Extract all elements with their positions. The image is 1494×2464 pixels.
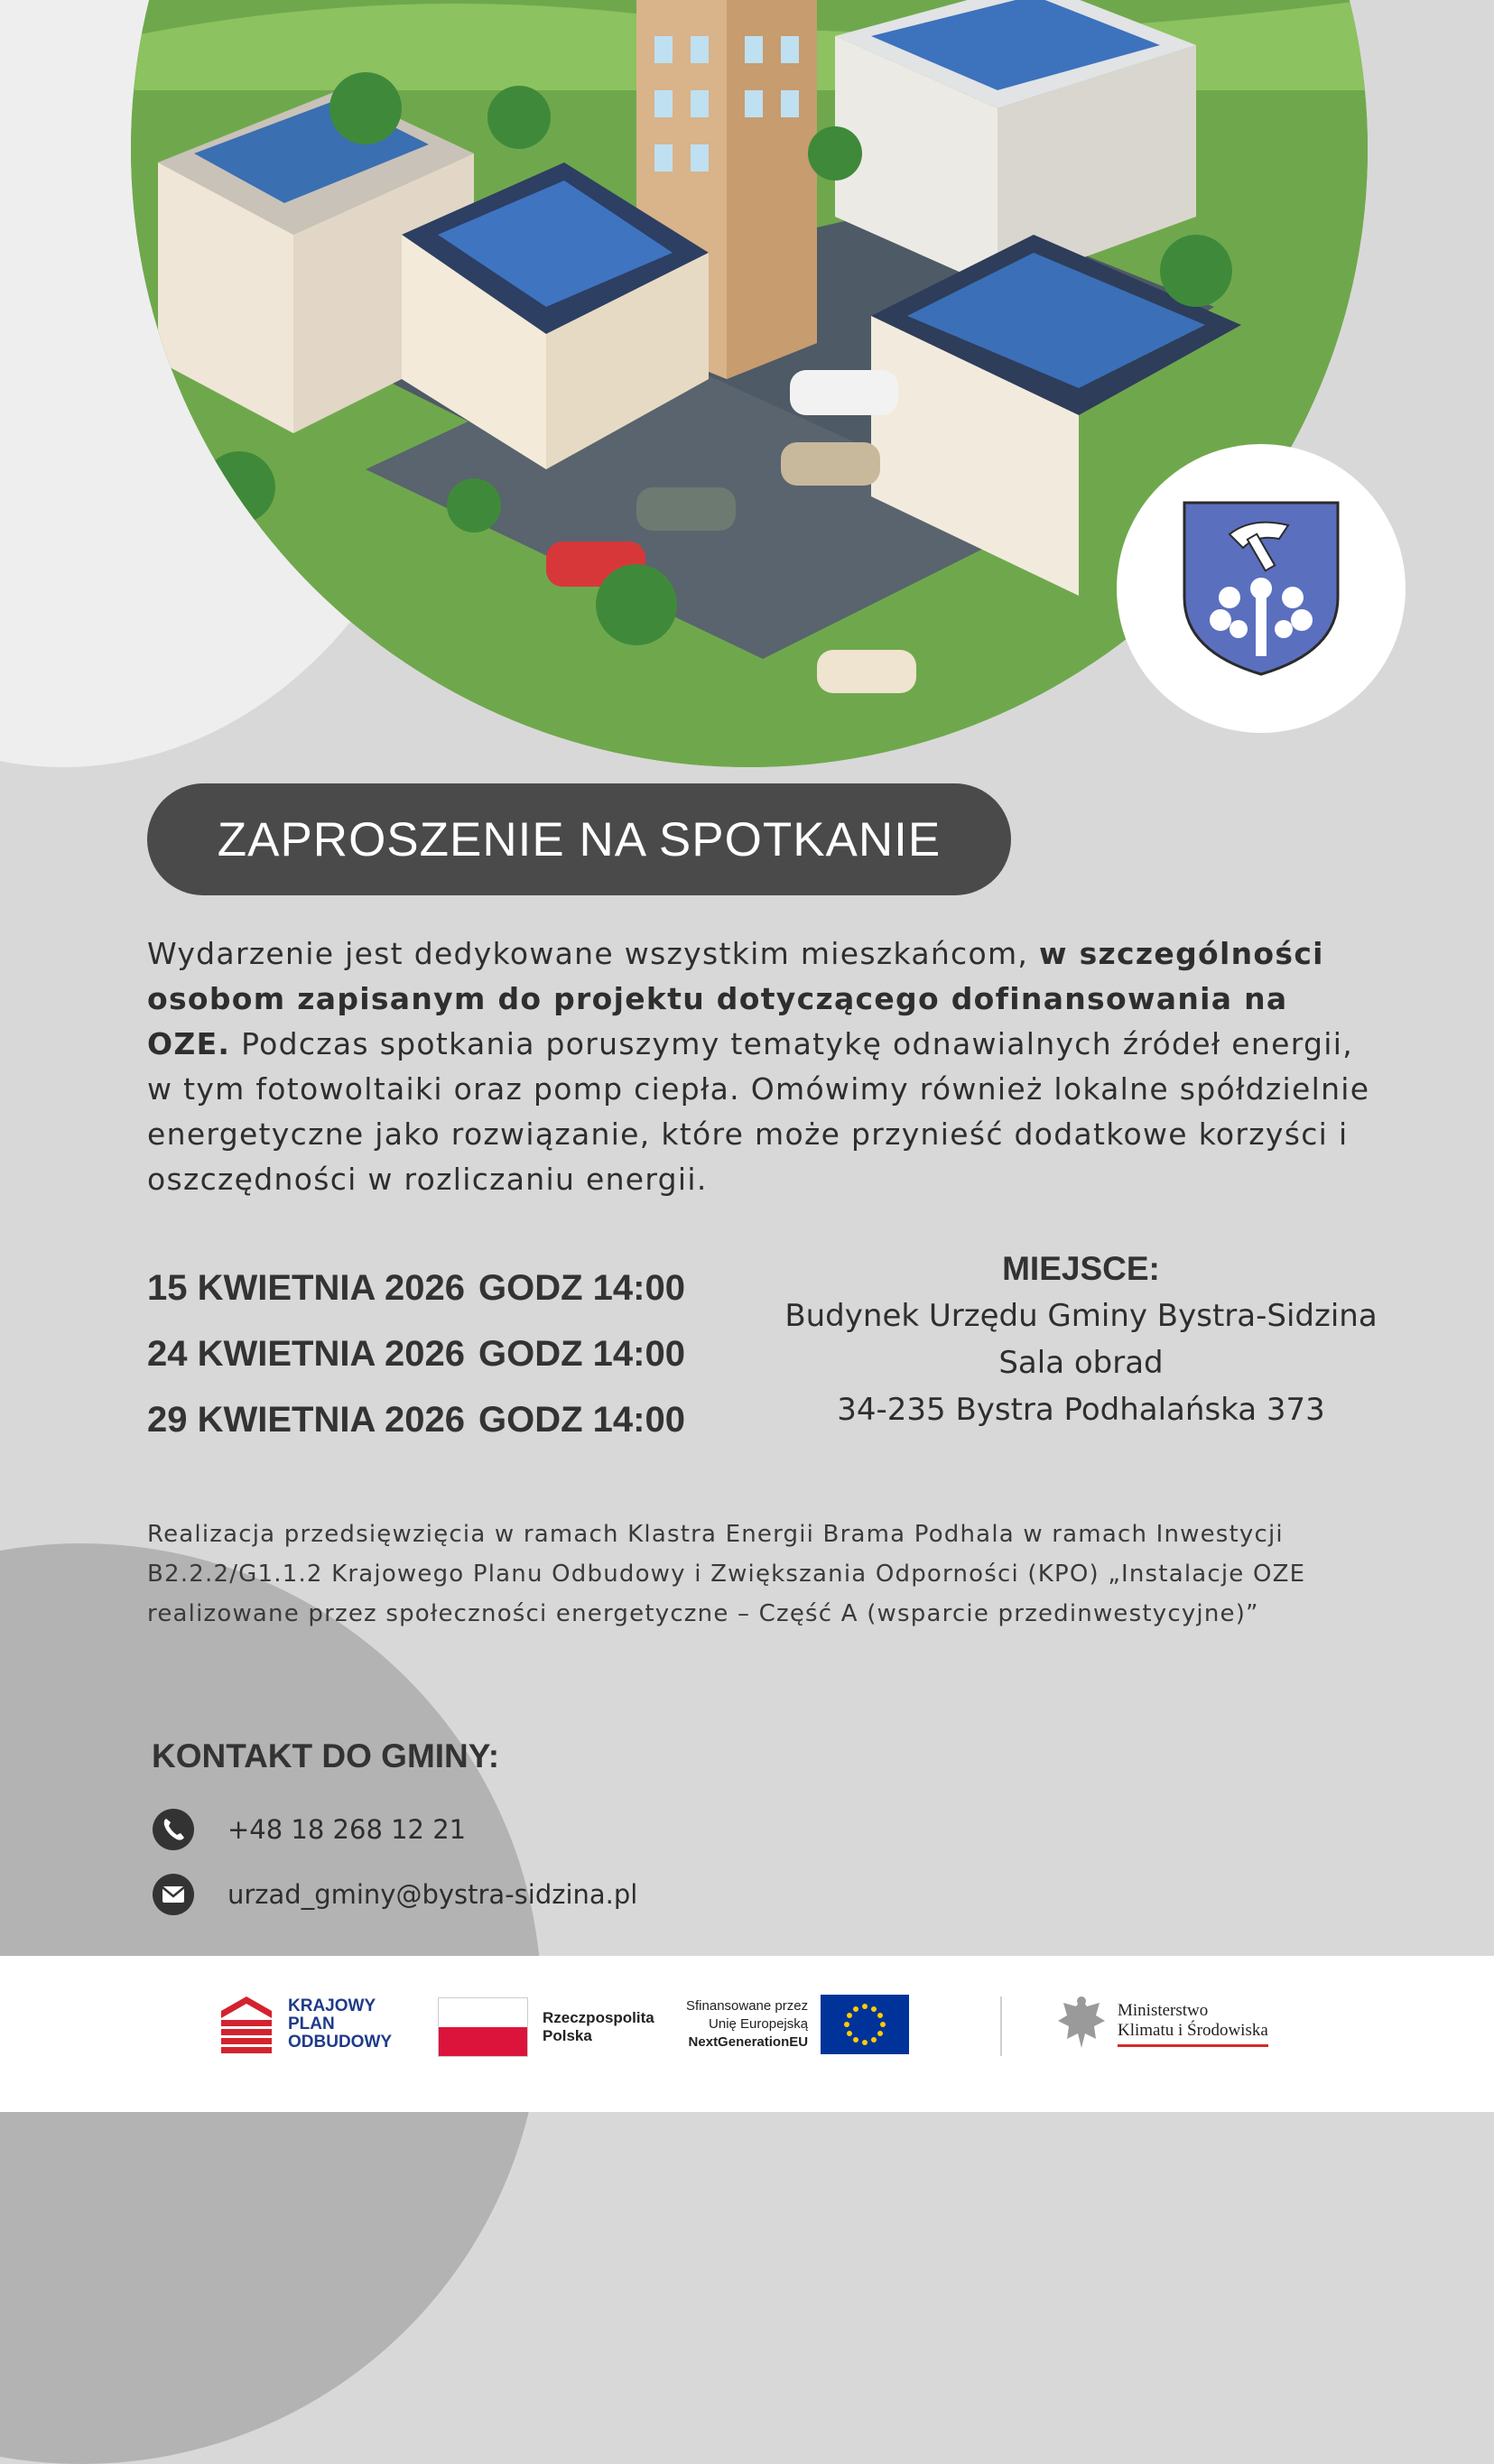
page-title: ZAPROSZENIE NA SPOTKANIE [147,783,1011,895]
coat-of-arms-icon [1180,498,1342,679]
eu-flag-icon [821,1995,909,2054]
intro-paragraph [147,931,1375,1202]
meeting-row [147,1321,685,1387]
kpo-line-3: ODBUDOWY [288,2033,393,2052]
eu-line-3: NextGenerationEU [688,2034,809,2050]
logo-divider [1000,1996,1002,2056]
intro-lead: Wydarzenie jest dedykowane wszystkim mieszkańcom, [147,936,1040,971]
polish-eagle-icon [1056,1994,1107,2053]
contact-heading: KONTAKT DO GMINY: [152,1737,500,1774]
venue-room: Sala obrad [998,1345,1164,1381]
kpo-line-2: PLAN [288,2015,335,2033]
meeting-row [147,1255,685,1321]
eu-line-2: Unię Europejską [709,2016,809,2032]
pl-line-1: Rzeczpospolita [543,2009,654,2026]
eu-line-1: Sfinansowane przez [686,1998,809,2014]
coat-of-arms-badge [1117,444,1406,733]
kpo-logo [219,1995,392,2054]
ministry-line-2: Klimatu i Środowiska [1118,2020,1268,2040]
meeting-time: GODZ 14:00 [478,1268,685,1308]
contact-phone[interactable]: +48 18 268 12 21 [227,1814,467,1845]
venue-heading: MIEJSCE: [1002,1250,1160,1287]
funding-note: Realizacja przedsięwzięcia w ramach Klastra Energii Brama Podhala w ramach Inwestycji B2.2.2/G1.1.2 Krajowego Planu Odbudowy i Zwiększania Odporności (KPO) „Instalacje OZE realizowane przez społeczności energetyczne – Część A (wsparcie przedinwestycyjne)” [147,1521,1306,1627]
meeting-row [147,1387,685,1453]
kpo-line-1: KRAJOWY [288,1996,376,2015]
intro-rest: Podczas spotkania poruszymy tematykę odnawialnych źródeł energii, w tym fotowoltaiki oraz pomp ciepła. Omówimy również lokalne spółdzielnie energetyczne jako rozwiązanie, które może przynieść dodatkowe korzyści i oszczędności w rozliczaniu energii. [147,1026,1370,1197]
meeting-time: GODZ 14:00 [478,1334,685,1374]
meeting-date: 24 KWIETNIA 2026 [147,1334,465,1374]
ministry-logo [1056,1994,1268,2053]
meeting-date: 15 KWIETNIA 2026 [147,1268,465,1308]
intro-bold: w szczególności osobom zapisanym do projektu dotyczącego dofinansowania na OZE. [147,936,1324,1061]
poland-logo [438,1997,654,2057]
meeting-time: GODZ 14:00 [478,1400,685,1440]
poland-flag-icon [438,1997,528,2057]
ministry-line-1: Ministerstwo [1118,2000,1209,2020]
contact-email-row[interactable] [152,1873,637,1916]
contact-phone-row[interactable] [152,1808,466,1851]
venue-block [758,1246,1404,1433]
phone-icon [152,1808,195,1851]
contact-email[interactable]: urzad_gminy@bystra-sidzina.pl [227,1879,638,1910]
meeting-date: 29 KWIETNIA 2026 [147,1400,465,1440]
kpo-icon [219,1995,274,2054]
envelope-icon [152,1873,195,1916]
venue-building: Budynek Urzędu Gminy Bystra-Sidzina [784,1298,1378,1334]
eu-logo [686,1995,909,2054]
meeting-dates [147,1255,685,1453]
pl-line-2: Polska [543,2027,592,2044]
venue-address: 34-235 Bystra Podhalańska 373 [837,1392,1325,1428]
funding-logos-footer [0,1956,1494,2112]
